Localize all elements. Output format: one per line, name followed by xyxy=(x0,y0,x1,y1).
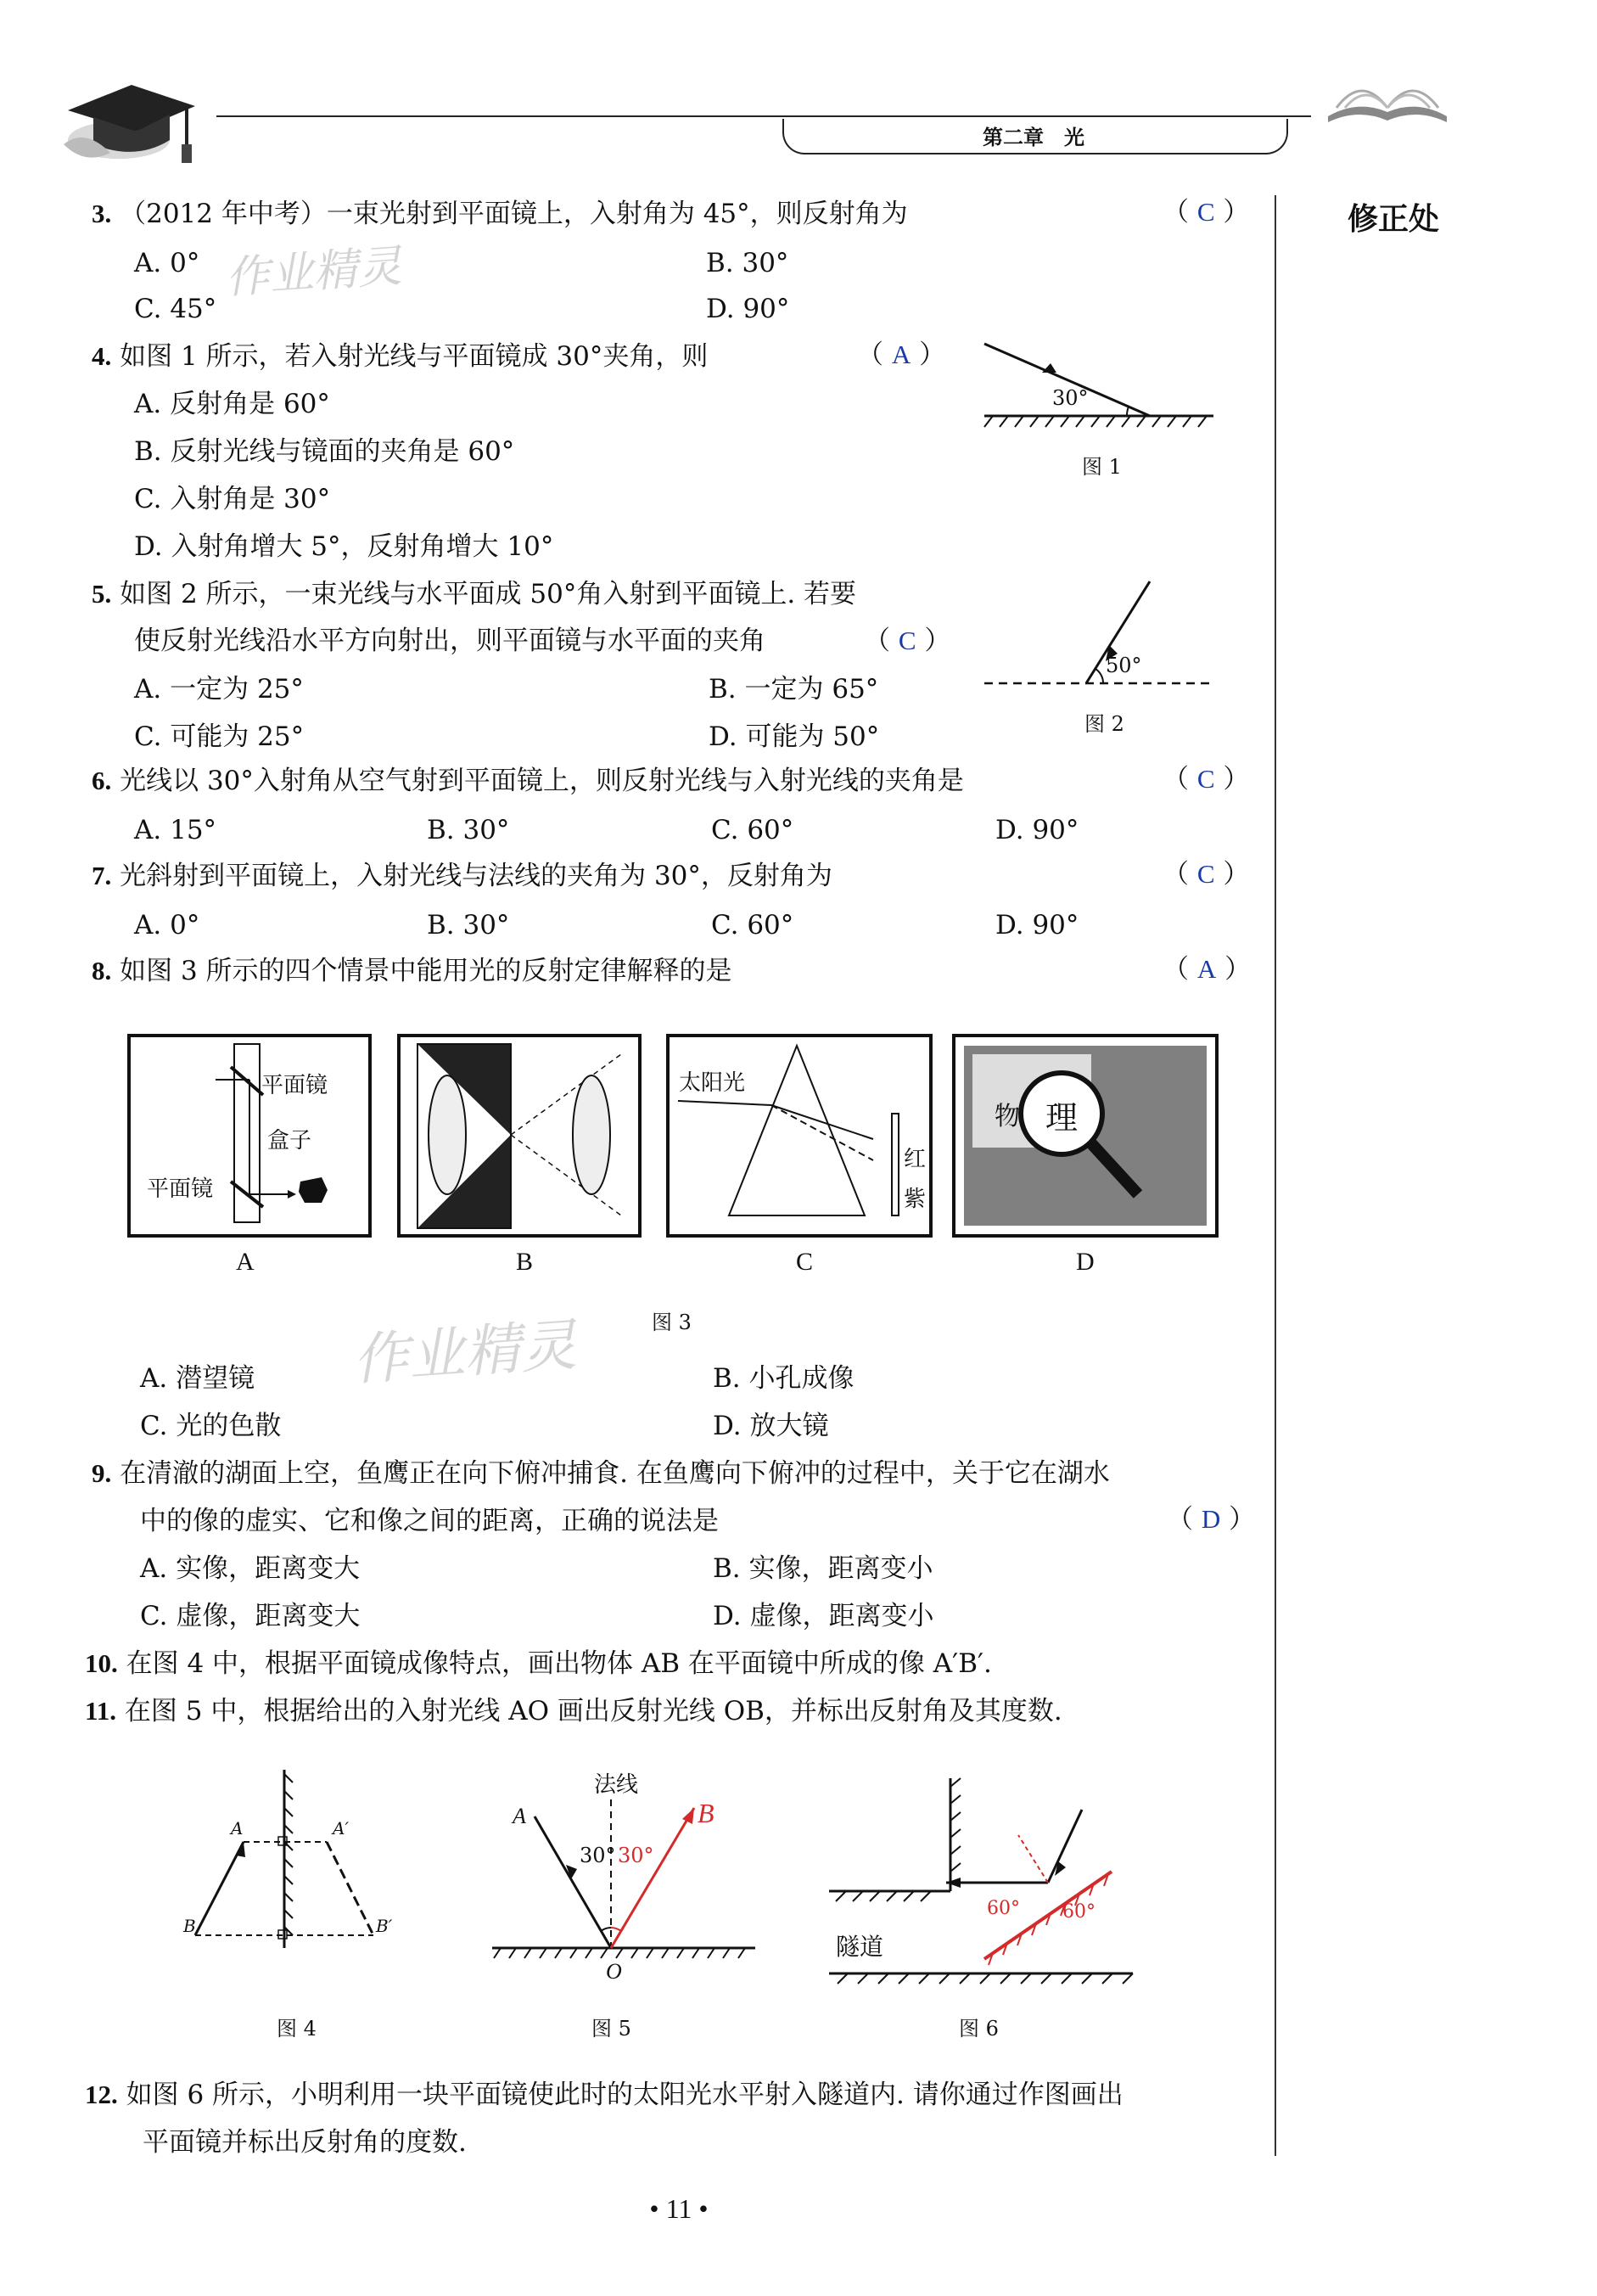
question-9-line2: 中的像的虚实、它和像之间的距离，正确的说法是 xyxy=(140,1506,719,1536)
option-c: C. 入射角是 30° xyxy=(134,484,331,514)
option-d: D. 虚像，距离变小 xyxy=(713,1601,934,1631)
option-a: A. 一定为 25° xyxy=(134,674,304,705)
fig4-point-b-prime: B′ xyxy=(376,1916,393,1936)
sidebar-divider xyxy=(1275,195,1276,2156)
option-b: B. 30° xyxy=(427,815,510,845)
chapter-title: 第二章 光 xyxy=(983,126,1084,149)
option-a: A. 实像，距离变大 xyxy=(140,1553,361,1584)
fig3d-label-li: 理 xyxy=(1045,1099,1079,1137)
option-c: C. 45° xyxy=(134,294,217,324)
fig5-angle-reflected: 30° xyxy=(618,1844,654,1867)
option-a: A. 反射角是 60° xyxy=(134,389,330,419)
question-4: 4. 如图 1 所示，若入射光线与平面镜成 30°夹角，则 xyxy=(92,341,709,372)
question-8: 8. 如图 3 所示的四个情景中能用光的反射定律解释的是 xyxy=(92,956,732,986)
fig5-point-b: B xyxy=(698,1798,714,1828)
question-5: 5. 如图 2 所示，一束光线与水平面成 50°角入射到平面镜上. 若要 xyxy=(92,579,857,609)
fig6-angle-2: 60° xyxy=(1062,1901,1095,1923)
option-c: C. 光的色散 xyxy=(140,1411,282,1441)
fig3c-label-red: 红 xyxy=(904,1147,927,1172)
figure-5 xyxy=(484,1770,764,1973)
graduation-cap-icon xyxy=(59,59,204,170)
fig3-label-b: B xyxy=(516,1248,534,1276)
option-b: B. 30° xyxy=(706,248,789,278)
answer-7: （ C ） xyxy=(1163,859,1250,890)
fig3c-label-sunlight: 太阳光 xyxy=(679,1070,746,1096)
question-6: 6. 光线以 30°入射角从空气射到平面镜上，则反射光线与入射光线的夹角是 xyxy=(92,766,964,796)
option-c: C. 虚像，距离变大 xyxy=(140,1601,361,1631)
fig6-caption: 图 6 xyxy=(959,2017,999,2041)
fig3a-label-mirror-top: 平面镜 xyxy=(261,1073,328,1098)
option-a: A. 15° xyxy=(134,815,217,845)
question-12: 12. 如图 6 所示，小明利用一块平面镜使此时的太阳光水平射入隧道内. 请你通过作图画出 xyxy=(85,2080,1124,2110)
question-9: 9. 在清澈的湖面上空，鱼鹰正在向下俯冲捕食. 在鱼鹰向下俯冲的过程中，关于它在湖水 xyxy=(92,1458,1110,1489)
answer-9: （ D ） xyxy=(1167,1504,1256,1535)
option-b: B. 反射光线与镜面的夹角是 60° xyxy=(134,436,515,467)
fig5-normal-label: 法线 xyxy=(594,1772,639,1798)
fig1-caption: 图 1 xyxy=(1082,455,1122,479)
fig5-angle-incident: 30° xyxy=(580,1844,616,1867)
fig3a-label-mirror-bottom: 平面镜 xyxy=(147,1176,214,1202)
fig1-angle: 30° xyxy=(1052,386,1089,410)
question-11: 11. 在图 5 中，根据给出的入射光线 AO 画出反射光线 OB，并标出反射角及其度数. xyxy=(85,1696,1062,1726)
answer-6: （ C ） xyxy=(1163,764,1250,794)
fig2-caption: 图 2 xyxy=(1084,712,1124,736)
option-d: D. 90° xyxy=(706,294,790,324)
fig2-angle: 50° xyxy=(1106,654,1142,677)
fig6-tunnel-label: 隧道 xyxy=(836,1933,884,1961)
option-c: C. 60° xyxy=(711,910,794,940)
question-3: 3. （2012 年中考）一束光射到平面镜上，入射角为 45°，则反射角为 xyxy=(92,199,908,229)
option-b: B. 实像，距离变小 xyxy=(713,1553,933,1584)
sidebar-title: 修正处 xyxy=(1348,202,1440,237)
figure-2 xyxy=(980,577,1218,696)
watermark: 作业精灵 xyxy=(350,1311,579,1394)
option-d: D. 放大镜 xyxy=(713,1411,829,1441)
answer-3: （ C ） xyxy=(1163,197,1250,227)
option-d: D. 90° xyxy=(995,815,1079,845)
fig3c-label-violet: 紫 xyxy=(904,1187,927,1212)
fig6-angle-1: 60° xyxy=(987,1898,1020,1919)
book-icon xyxy=(1324,70,1451,129)
option-b: B. 一定为 65° xyxy=(709,674,879,705)
option-d: D. 入射角增大 5°，反射角增大 10° xyxy=(134,531,554,562)
figure-1 xyxy=(976,335,1222,446)
fig5-point-a: A xyxy=(513,1804,526,1828)
page-number: • 11 • xyxy=(649,2193,709,2224)
option-a: A. 0° xyxy=(134,910,200,940)
fig4-caption: 图 4 xyxy=(277,2017,317,2041)
magnifier-drawing xyxy=(955,1037,1215,1234)
question-5-line2: 使反射光线沿水平方向射出，则平面镜与水平面的夹角 xyxy=(134,626,765,656)
answer-4: （ A ） xyxy=(857,340,946,370)
fig3a-label-box: 盒子 xyxy=(267,1128,312,1154)
option-c: C. 60° xyxy=(711,815,794,845)
fig3-label-d: D xyxy=(1076,1248,1095,1276)
option-b: B. 小孔成像 xyxy=(713,1363,855,1394)
option-a: A. 潜望镜 xyxy=(140,1363,255,1394)
question-10: 10. 在图 4 中，根据平面镜成像特点，画出物体 AB 在平面镜中所成的像 A′B′. xyxy=(85,1648,992,1679)
option-d: D. 可能为 50° xyxy=(709,721,880,752)
fig5-caption: 图 5 xyxy=(591,2017,631,2041)
fig4-point-a: A xyxy=(231,1818,244,1838)
answer-5: （ C ） xyxy=(864,626,951,656)
periscope-drawing xyxy=(131,1037,368,1234)
fig4-point-b: B xyxy=(183,1916,196,1936)
fig5-point-o: O xyxy=(606,1959,622,1984)
option-b: B. 30° xyxy=(427,910,510,940)
watermark: 作业精灵 xyxy=(223,240,404,305)
fig4-point-a-prime: A′ xyxy=(333,1818,349,1838)
option-d: D. 90° xyxy=(995,910,1079,940)
fig3-caption: 图 3 xyxy=(652,1311,692,1334)
fig3-label-a: A xyxy=(236,1248,255,1276)
fig3d-label-wu: 物 xyxy=(995,1102,1020,1131)
open-book-icon xyxy=(1324,70,1451,129)
graduation-cap-logo xyxy=(59,59,204,170)
pinhole-drawing xyxy=(401,1037,638,1234)
option-c: C. 可能为 25° xyxy=(134,721,305,752)
question-7: 7. 光斜射到平面镜上，入射光线与法线的夹角为 30°，反射角为 xyxy=(92,861,832,891)
option-a: A. 0° xyxy=(134,248,200,278)
answer-8: （ A ） xyxy=(1163,954,1252,985)
question-12-line2: 平面镜并标出反射角的度数. xyxy=(143,2127,467,2158)
header-rule xyxy=(216,115,1311,117)
fig3-label-c: C xyxy=(796,1248,814,1276)
